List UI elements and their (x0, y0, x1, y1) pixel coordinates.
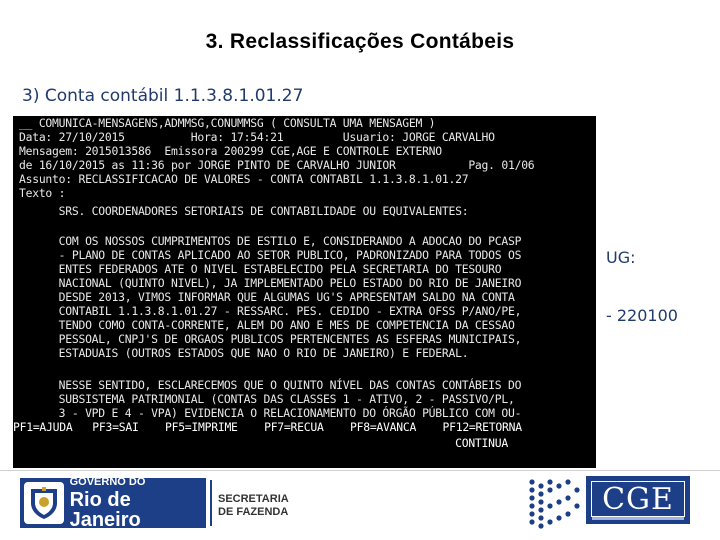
secretaria-line2: DE FAZENDA (218, 505, 289, 518)
terminal-body-line: SUBSISTEMA PATRIMONIAL (CONTAS DAS CLASSES 1 - ATIVO, 2 - PASSIVO/PL, (19, 392, 515, 406)
slide-title: 3. Reclassificações Contábeis (205, 30, 515, 53)
ug-code: - 220100 (606, 306, 678, 325)
terminal-message-line: Mensagem: 2015013586 Emissora 200299 CGE,AGE E CONTROLE EXTERNO (19, 144, 442, 158)
terminal-body-line: NESSE SENTIDO, ESCLARECEMOS QUE O QUINTO NÍVEL DAS CONTAS CONTÁBEIS DO (19, 378, 522, 392)
gov-small-text: GOVERNO DO (69, 475, 146, 488)
secretaria-fazenda-label (218, 493, 289, 518)
secretaria-divider (210, 480, 212, 526)
terminal-header-line: __ COMUNICA-MENSAGENS,ADMMSG,CONUMMSG ( CONSULTA UMA MENSAGEM ) (19, 116, 436, 130)
footer-divider (0, 470, 720, 471)
terminal-body-line: DESDE 2013, VIMOS INFORMAR QUE ALGUMAS UG'S APRESENTAM SALDO NA CONTA (19, 290, 515, 304)
governo-rio-logo (20, 475, 206, 531)
terminal-body-line: CONTABIL 1.1.3.8.1.01.27 - RESSARC. PES. CEDIDO - EXTRA OFSS P/ANO/PE, (19, 304, 522, 318)
cge-logo-text: CGE (591, 481, 685, 517)
terminal-body-line: 3 - VPD E 4 - VPA) EVIDENCIA O RELACIONAMENTO DO ÓRGÃO PÚBLICO COM OU- (19, 406, 522, 420)
terminal-body-line: PESSOAL, CNPJ'S DE ORGAOS PUBLICOS PERTENCENTES AS ESFERAS MUNICIPAIS, (19, 332, 522, 346)
cge-logo (586, 476, 690, 524)
gov-big-text: Rio de Janeiro (69, 488, 141, 531)
terminal-function-keys: PF1=AJUDA PF3=SAI PF5=IMPRIME PF7=RECUA PF8=AVANCA PF12=RETORNA (13, 420, 522, 434)
terminal-body-line: SRS. COORDENADORES SETORIAIS DE CONTABILIDADE OU EQUIVALENTES: (19, 204, 469, 218)
terminal-body-line: NACIONAL (QUINTO NIVEL), JA IMPLEMENTADO PELO ESTADO DO RIO DE JANEIRO (19, 276, 522, 290)
terminal-body-line: - PLANO DE CONTAS APLICADO AO SETOR PUBLICO, PADRONIZADO PARA TODOS OS (19, 248, 522, 262)
cge-logo-tagline-bar (592, 517, 684, 520)
mainframe-terminal-screenshot (13, 116, 596, 468)
terminal-body-line: TENDO COMO CONTA-CORRENTE, ALEM DO ANO E MES DE COMPETENCIA DA CESSAO (19, 318, 515, 332)
secretaria-line1: SECRETARIA (218, 493, 289, 505)
terminal-date-line: Data: 27/10/2015 Hora: 17:54:21 Usuario: JORGE CARVALHO (19, 130, 495, 144)
terminal-body-line: COM OS NOSSOS CUMPRIMENTOS DE ESTILO E, CONSIDERANDO A ADOCAO DO PCASP (19, 234, 522, 248)
terminal-subject-line: Assunto: RECLASSIFICACAO DE VALORES - CONTA CONTABIL 1.1.3.8.1.01.27 (19, 172, 469, 186)
slide-subtitle: 3) Conta contábil 1.1.3.8.1.01.27 (22, 86, 304, 106)
terminal-continua: CONTINUA (19, 436, 508, 450)
terminal-text-label: Texto : (19, 186, 66, 200)
ug-label: UG: (606, 248, 636, 267)
terminal-body-line: ESTADUAIS (OUTROS ESTADOS QUE NAO O RIO DE JANEIRO) E FEDERAL. (19, 346, 469, 360)
cge-dot-pattern-icon (526, 476, 582, 532)
state-seal-icon (24, 482, 64, 524)
terminal-sender-line: de 16/10/2015 as 11:36 por JORGE PINTO DE CARVALHO JUNIOR Pag. 01/06 (19, 158, 535, 172)
terminal-body-line: ENTES FEDERADOS ATE O NIVEL ESTABELECIDO PELA SECRETARIA DO TESOURO (19, 262, 502, 276)
